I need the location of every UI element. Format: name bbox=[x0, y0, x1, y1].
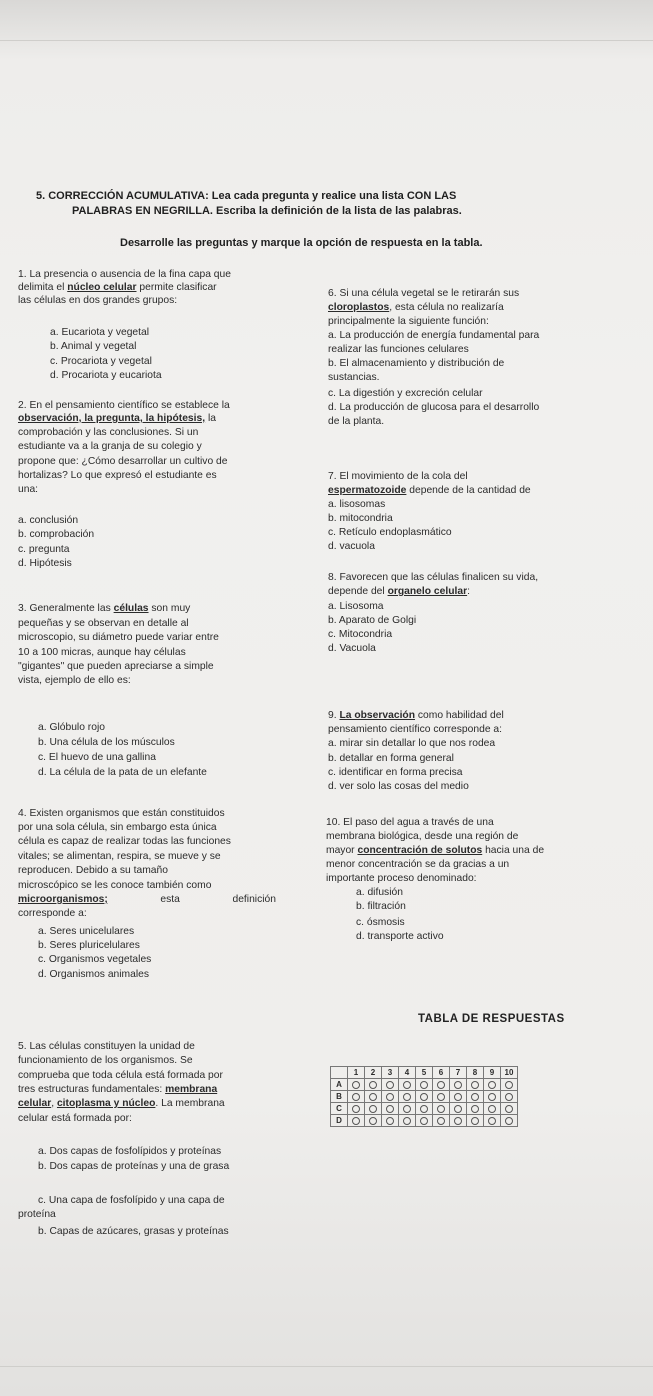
q4-line-8: corresponde a: bbox=[18, 908, 87, 919]
q4-line-6: microscópico se les conoce también como bbox=[18, 880, 212, 891]
q1-option-b: b. Animal y vegetal bbox=[50, 341, 137, 352]
bubble-circle-icon bbox=[403, 1105, 411, 1113]
q2-line-2 bbox=[18, 412, 216, 426]
bubble-circle-icon bbox=[437, 1105, 445, 1113]
bubble-circle-icon bbox=[352, 1105, 360, 1113]
q3-option-d: d. La célula de la pata de un elefante bbox=[38, 767, 207, 778]
q2-option-b: b. comprobación bbox=[18, 529, 95, 540]
q1-text: permite clasificar bbox=[139, 282, 217, 293]
bubble-circle-icon bbox=[369, 1081, 377, 1089]
bubble-circle-icon bbox=[403, 1093, 411, 1101]
answer-col-header: 5 bbox=[416, 1067, 433, 1079]
answer-bubble[interactable] bbox=[467, 1103, 484, 1115]
answer-row-label: B bbox=[331, 1091, 348, 1103]
q8-text: : bbox=[467, 586, 470, 597]
q5-option-c: c. Una capa de fosfolípido y una capa de bbox=[38, 1195, 225, 1206]
q2-line-1: 2. En el pensamiento científico se establece la bbox=[18, 400, 230, 411]
q10-option-b: b. filtración bbox=[356, 901, 406, 912]
q6-line-10: de la planta. bbox=[328, 416, 385, 427]
q6-line-3: principalmente la siguiente función: bbox=[328, 316, 489, 327]
q5-line-1: 5. Las células constituyen la unidad de bbox=[18, 1041, 195, 1052]
bubble-circle-icon bbox=[386, 1105, 394, 1113]
q5-line-3: comprueba que toda célula está formada por bbox=[18, 1070, 223, 1081]
q3-text: 3. Generalmente las bbox=[18, 603, 111, 614]
answer-bubble[interactable] bbox=[416, 1079, 433, 1091]
bubble-circle-icon bbox=[454, 1081, 462, 1089]
answer-bubble[interactable] bbox=[365, 1115, 382, 1127]
q1-bold-term: núcleo celular bbox=[67, 282, 137, 293]
q9-text: 9. bbox=[328, 710, 337, 721]
bubble-circle-icon bbox=[471, 1117, 479, 1125]
q6-text: , esta célula no realizaría bbox=[389, 302, 504, 313]
bubble-circle-icon bbox=[369, 1117, 377, 1125]
q7-option-a: a. lisosomas bbox=[328, 499, 386, 510]
answer-bubble[interactable] bbox=[501, 1091, 518, 1103]
bubble-circle-icon bbox=[488, 1105, 496, 1113]
q10-text: hacia una de bbox=[482, 845, 545, 856]
bubble-circle-icon bbox=[505, 1105, 513, 1113]
bubble-circle-icon bbox=[471, 1093, 479, 1101]
bubble-circle-icon bbox=[505, 1093, 513, 1101]
answer-row bbox=[331, 1091, 518, 1103]
q5-option-a: a. Dos capas de fosfolípidos y proteínas bbox=[38, 1146, 222, 1157]
answer-bubble[interactable] bbox=[501, 1079, 518, 1091]
answer-bubble[interactable] bbox=[450, 1091, 467, 1103]
bubble-circle-icon bbox=[420, 1105, 428, 1113]
q7-option-d: d. vacuola bbox=[328, 541, 375, 552]
bubble-circle-icon bbox=[386, 1093, 394, 1101]
answer-bubble[interactable] bbox=[433, 1103, 450, 1115]
answer-bubble[interactable] bbox=[484, 1079, 501, 1091]
q9-option-a: a. mirar sin detallar lo que nos rodea bbox=[328, 738, 496, 749]
answer-bubble[interactable] bbox=[484, 1115, 501, 1127]
q4-bold-term: microorganismos; bbox=[18, 894, 108, 905]
answer-table-header bbox=[331, 1067, 518, 1079]
q6-line-5: realizar las funciones celulares bbox=[328, 344, 469, 355]
q7-line-1: 7. El movimiento de la cola del bbox=[328, 471, 468, 482]
q3-line-3: microscopio, su diámetro puede variar entre bbox=[18, 632, 219, 643]
q9-line-2: pensamiento científico corresponde a: bbox=[328, 724, 503, 735]
q6-line-9: d. La producción de glucosa para el desarrollo bbox=[328, 402, 540, 413]
q5-bold-term: membrana bbox=[165, 1084, 218, 1095]
answer-bubble[interactable] bbox=[433, 1091, 450, 1103]
q3-bold-term: células bbox=[113, 603, 149, 614]
answer-col-header: 10 bbox=[501, 1067, 518, 1079]
q8-option-a: a. Lisosoma bbox=[328, 601, 384, 612]
q3-line-4: 10 a 100 micras, aunque hay células bbox=[18, 647, 186, 658]
q10-line-3 bbox=[326, 844, 544, 858]
answer-bubble[interactable] bbox=[501, 1115, 518, 1127]
answer-row-label: D bbox=[331, 1115, 348, 1127]
q3-line-1 bbox=[18, 602, 190, 616]
answer-bubble[interactable] bbox=[450, 1103, 467, 1115]
answer-bubble[interactable] bbox=[501, 1103, 518, 1115]
bubble-circle-icon bbox=[437, 1117, 445, 1125]
q5-option-d: b. Capas de azúcares, grasas y proteínas bbox=[38, 1226, 229, 1237]
q1-line-1: 1. La presencia o ausencia de la fina capa que bbox=[18, 269, 231, 280]
bubble-circle-icon bbox=[369, 1105, 377, 1113]
q4-text: esta bbox=[160, 894, 180, 905]
bubble-circle-icon bbox=[454, 1093, 462, 1101]
q4-line-1: 4. Existen organismos que están constituidos bbox=[18, 808, 225, 819]
q3-option-a: a. Glóbulo rojo bbox=[38, 722, 105, 733]
answer-bubble[interactable] bbox=[399, 1091, 416, 1103]
q3-option-c: c. El huevo de una gallina bbox=[38, 752, 156, 763]
q1-line-2 bbox=[18, 281, 217, 295]
q1-text: delimita el bbox=[18, 282, 65, 293]
answer-bubble[interactable] bbox=[382, 1079, 399, 1091]
q6-line-7: sustancias. bbox=[328, 372, 380, 383]
q8-option-c: c. Mitocondria bbox=[328, 629, 393, 640]
q6-line-6: b. El almacenamiento y distribución de bbox=[328, 358, 505, 369]
q1-option-c: c. Procariota y vegetal bbox=[50, 356, 152, 367]
q1-option-a: a. Eucariota y vegetal bbox=[50, 327, 150, 338]
q9-bold-term: La observación bbox=[339, 710, 416, 721]
q9-option-d: d. ver solo las cosas del medio bbox=[328, 781, 469, 792]
q5-option-c-cont: proteína bbox=[18, 1209, 56, 1220]
q4-line-3: célula es capaz de realizar todas las funciones bbox=[18, 836, 231, 847]
q10-text: mayor bbox=[326, 845, 358, 856]
bubble-circle-icon bbox=[454, 1117, 462, 1125]
answer-col-header: 1 bbox=[348, 1067, 365, 1079]
q4-option-c: c. Organismos vegetales bbox=[38, 954, 152, 965]
answer-col-header: 4 bbox=[399, 1067, 416, 1079]
bubble-circle-icon bbox=[352, 1117, 360, 1125]
answer-row bbox=[331, 1079, 518, 1091]
answer-bubble[interactable] bbox=[382, 1103, 399, 1115]
q5-line-6: celular está formada por: bbox=[18, 1113, 132, 1124]
answer-bubble[interactable] bbox=[467, 1115, 484, 1127]
q3-text: son muy bbox=[151, 603, 191, 614]
q7-text: depende de la cantidad de bbox=[406, 485, 531, 496]
q10-option-d: d. transporte activo bbox=[356, 931, 444, 942]
q10-option-a: a. difusión bbox=[356, 887, 403, 898]
bubble-circle-icon bbox=[488, 1081, 496, 1089]
q4-option-d: d. Organismos animales bbox=[38, 969, 150, 980]
answer-bubble[interactable] bbox=[399, 1115, 416, 1127]
answer-bubble[interactable] bbox=[484, 1103, 501, 1115]
q5-text: tres estructuras fundamentales: bbox=[18, 1084, 163, 1095]
q8-line-1: 8. Favorecen que las células finalicen su vida, bbox=[328, 572, 539, 583]
q5-text: . La membrana bbox=[155, 1098, 225, 1109]
answer-bubble[interactable] bbox=[450, 1079, 467, 1091]
bubble-circle-icon bbox=[352, 1081, 360, 1089]
answer-row bbox=[331, 1103, 518, 1115]
answer-bubble[interactable] bbox=[365, 1091, 382, 1103]
bubble-circle-icon bbox=[420, 1081, 428, 1089]
q9-text: como habilidad del bbox=[417, 710, 504, 721]
q10-line-4: menor concentración se da gracias a un bbox=[326, 859, 510, 870]
instructions-line-3: Desarrolle las preguntas y marque la opción de respuesta en la tabla. bbox=[120, 237, 483, 249]
q8-option-d: d. Vacuola bbox=[328, 643, 376, 654]
q6-line-8: c. La digestión y excreción celular bbox=[328, 388, 483, 399]
answer-bubble[interactable] bbox=[416, 1115, 433, 1127]
q10-option-c: c. ósmosis bbox=[356, 917, 405, 928]
q1-option-d: d. Procariota y eucariota bbox=[50, 370, 162, 381]
answer-bubble[interactable] bbox=[348, 1103, 365, 1115]
answer-col-header: 7 bbox=[450, 1067, 467, 1079]
answer-table-body bbox=[331, 1079, 518, 1127]
answer-bubble[interactable] bbox=[484, 1091, 501, 1103]
q2-line-5: propone que: ¿Cómo desarrollar un cultivo de bbox=[18, 456, 228, 467]
q4-line-7 bbox=[18, 893, 276, 907]
q2-line-6: hortalizas? Lo que expresó el estudiante es bbox=[18, 470, 217, 481]
q6-line-4: a. La producción de energía fundamental para bbox=[328, 330, 540, 341]
bubble-circle-icon bbox=[403, 1117, 411, 1125]
answer-col-header: 2 bbox=[365, 1067, 382, 1079]
q9-option-c: c. identificar en forma precisa bbox=[328, 767, 463, 778]
q4-line-2: por una sola célula, sin embargo esta única bbox=[18, 822, 217, 833]
q2-option-d: d. Hipótesis bbox=[18, 558, 72, 569]
bubble-circle-icon bbox=[437, 1093, 445, 1101]
answer-col-header: 6 bbox=[433, 1067, 450, 1079]
answer-bubble[interactable] bbox=[365, 1103, 382, 1115]
q4-option-a: a. Seres unicelulares bbox=[38, 926, 135, 937]
answer-table-corner bbox=[331, 1067, 348, 1079]
q2-line-3: comprobación y las conclusiones. Si un bbox=[18, 427, 199, 438]
answer-bubble[interactable] bbox=[467, 1091, 484, 1103]
q7-line-2 bbox=[328, 484, 531, 498]
q5-line-2: funcionamiento de los organismos. Se bbox=[18, 1055, 193, 1066]
q7-option-c: c. Retículo endoplasmático bbox=[328, 527, 452, 538]
bubble-circle-icon bbox=[471, 1105, 479, 1113]
bubble-circle-icon bbox=[386, 1117, 394, 1125]
q2-option-c: c. pregunta bbox=[18, 544, 70, 555]
bubble-circle-icon bbox=[505, 1081, 513, 1089]
answer-bubble[interactable] bbox=[450, 1115, 467, 1127]
q6-line-2 bbox=[328, 301, 504, 315]
bubble-circle-icon bbox=[420, 1117, 428, 1125]
q5-option-b: b. Dos capas de proteínas y una de grasa bbox=[38, 1161, 230, 1172]
q5-line-5 bbox=[18, 1097, 225, 1111]
answer-bubble[interactable] bbox=[416, 1091, 433, 1103]
answer-bubble[interactable] bbox=[399, 1103, 416, 1115]
answer-row-label: A bbox=[331, 1079, 348, 1091]
answer-bubble[interactable] bbox=[416, 1103, 433, 1115]
answer-bubble[interactable] bbox=[399, 1079, 416, 1091]
q1-line-3: las células en dos grandes grupos: bbox=[18, 295, 178, 306]
q8-option-b: b. Aparato de Golgi bbox=[328, 615, 417, 626]
q9-option-b: b. detallar en forma general bbox=[328, 753, 454, 764]
answer-row bbox=[331, 1115, 518, 1127]
q4-text: definición bbox=[232, 894, 276, 905]
bubble-circle-icon bbox=[386, 1081, 394, 1089]
bubble-circle-icon bbox=[352, 1093, 360, 1101]
answer-row-label: C bbox=[331, 1103, 348, 1115]
q6-bold-term: cloroplastos bbox=[328, 302, 390, 313]
answer-col-header: 8 bbox=[467, 1067, 484, 1079]
bubble-circle-icon bbox=[454, 1105, 462, 1113]
q10-bold-term: concentración de solutos bbox=[357, 845, 483, 856]
q10-line-1: 10. El paso del agua a través de una bbox=[326, 817, 494, 828]
q4-line-5: reproducen. Debido a su tamaño bbox=[18, 865, 168, 876]
bubble-circle-icon bbox=[471, 1081, 479, 1089]
q5-bold-term: citoplasma y núcleo bbox=[56, 1098, 156, 1109]
q4-line-4: vitales; se alimentan, respira, se mueve y se bbox=[18, 851, 221, 862]
q10-line-5: importante proceso denominado: bbox=[326, 873, 477, 884]
q8-text: depende del bbox=[328, 586, 388, 597]
q3-line-5: "gigantes" que pueden apreciarse a simple bbox=[18, 661, 214, 672]
q3-line-2: pequeñas y se observan en detalle al bbox=[18, 618, 189, 629]
answer-bubble[interactable] bbox=[467, 1079, 484, 1091]
answer-bubble[interactable] bbox=[348, 1079, 365, 1091]
bubble-circle-icon bbox=[488, 1093, 496, 1101]
bubble-circle-icon bbox=[505, 1117, 513, 1125]
answer-bubble[interactable] bbox=[433, 1079, 450, 1091]
bubble-circle-icon bbox=[488, 1117, 496, 1125]
answer-bubble[interactable] bbox=[382, 1115, 399, 1127]
q7-bold-term: espermatozoide bbox=[328, 485, 407, 496]
answer-bubble[interactable] bbox=[382, 1091, 399, 1103]
bubble-circle-icon bbox=[420, 1093, 428, 1101]
answer-bubble[interactable] bbox=[348, 1115, 365, 1127]
bubble-circle-icon bbox=[369, 1093, 377, 1101]
q2-option-a: a. conclusión bbox=[18, 515, 79, 526]
q4-option-b: b. Seres pluricelulares bbox=[38, 940, 140, 951]
q6-line-1: 6. Si una célula vegetal se le retirarán sus bbox=[328, 288, 520, 299]
q3-line-6: vista, ejemplo de ello es: bbox=[18, 675, 131, 686]
q2-line-7: una: bbox=[18, 484, 39, 495]
instructions-line-1: 5. CORRECCIÓN ACUMULATIVA: Lea cada pregunta y realice una lista CON LAS bbox=[36, 190, 457, 202]
q8-line-2 bbox=[328, 585, 470, 599]
answer-bubble[interactable] bbox=[365, 1079, 382, 1091]
answer-bubble[interactable] bbox=[348, 1091, 365, 1103]
q5-bold-term: celular bbox=[18, 1098, 52, 1109]
q5-line-4 bbox=[18, 1083, 217, 1097]
q3-option-b: b. Una célula de los músculos bbox=[38, 737, 175, 748]
q2-line-4: estudiante va a la granja de su colegio y bbox=[18, 441, 202, 452]
instructions-line-2: PALABRAS EN NEGRILLA. Escriba la definición de la lista de las palabras. bbox=[72, 205, 462, 217]
q10-line-2: membrana biológica, desde una región de bbox=[326, 831, 519, 842]
answer-bubble[interactable] bbox=[433, 1115, 450, 1127]
q5-text: , bbox=[51, 1098, 55, 1109]
q2-bold-term: observación, la pregunta, la hipótesis, bbox=[18, 413, 206, 424]
answer-table bbox=[330, 1066, 518, 1127]
answer-col-header: 3 bbox=[382, 1067, 399, 1079]
q9-line-1 bbox=[328, 709, 504, 723]
bubble-circle-icon bbox=[437, 1081, 445, 1089]
bubble-circle-icon bbox=[403, 1081, 411, 1089]
q8-bold-term: organelo celular bbox=[387, 586, 468, 597]
q2-text: la bbox=[207, 413, 216, 424]
answer-col-header: 9 bbox=[484, 1067, 501, 1079]
answer-table-title: TABLA DE RESPUESTAS bbox=[418, 1013, 565, 1025]
q7-option-b: b. mitocondria bbox=[328, 513, 393, 524]
